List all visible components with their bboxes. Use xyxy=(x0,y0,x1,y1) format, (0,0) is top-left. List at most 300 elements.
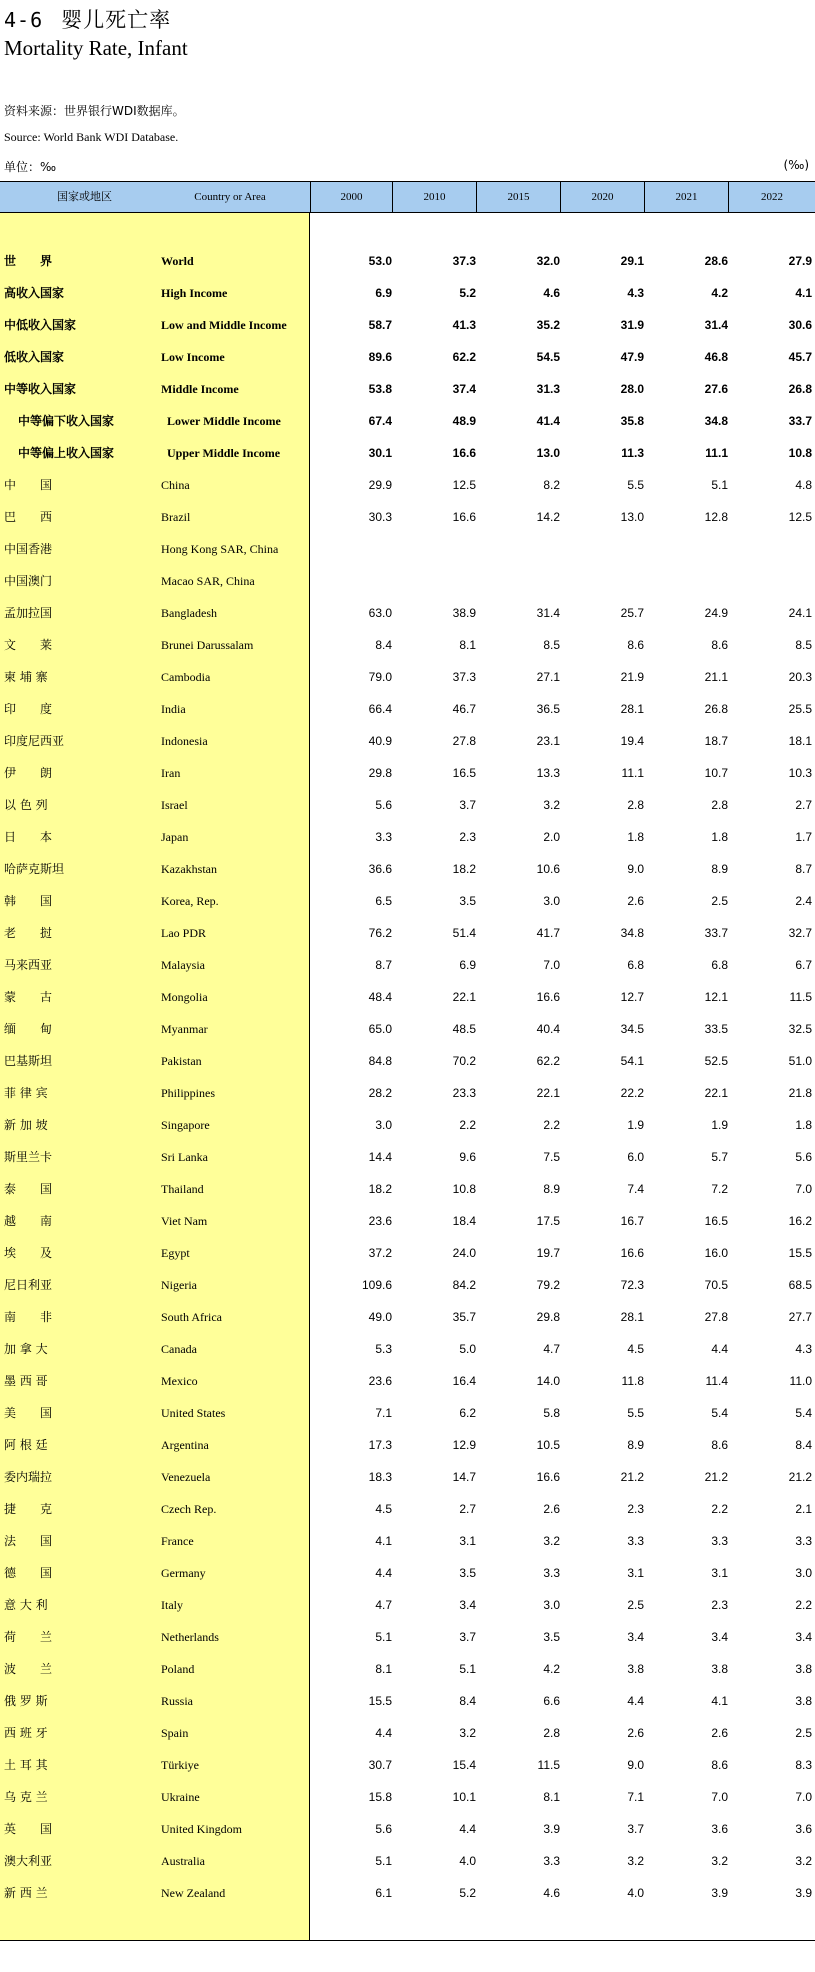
value-cell: 27.8 xyxy=(452,734,476,748)
table-row xyxy=(0,757,815,789)
table-row xyxy=(0,1365,815,1397)
country-name-cn: 尼日利亚 xyxy=(4,1278,53,1292)
value-cell: 66.4 xyxy=(368,702,392,716)
table-row xyxy=(0,1589,815,1621)
table-row xyxy=(0,1813,815,1845)
table-row xyxy=(0,789,815,821)
country-name-en: Upper Middle Income xyxy=(167,446,281,460)
value-cell: 5.2 xyxy=(459,1886,476,1900)
value-cell: 11.5 xyxy=(789,990,812,1004)
country-name-cn: 新 西 兰 xyxy=(4,1886,48,1900)
unit-label-right: (‰) xyxy=(783,158,809,172)
value-cell: 5.6 xyxy=(375,1822,392,1836)
country-name-cn: 乌 克 兰 xyxy=(4,1790,48,1804)
value-cell: 33.7 xyxy=(788,414,812,428)
value-cell: 4.2 xyxy=(711,286,728,300)
value-cell: 36.6 xyxy=(368,862,392,876)
value-cell: 8.6 xyxy=(627,638,644,652)
country-name-en: Hong Kong SAR, China xyxy=(161,542,279,556)
value-cell: 33.7 xyxy=(704,926,728,940)
value-cell: 8.7 xyxy=(375,958,392,972)
country-name-en: Viet Nam xyxy=(161,1214,208,1228)
country-name-en: Mexico xyxy=(161,1374,198,1388)
value-cell: 34.8 xyxy=(704,414,728,428)
country-name-en: Israel xyxy=(161,798,188,812)
value-cell: 16.4 xyxy=(452,1374,476,1388)
value-cell: 33.5 xyxy=(704,1022,728,1036)
value-cell: 49.0 xyxy=(368,1310,392,1324)
value-cell: 8.3 xyxy=(795,1758,812,1772)
country-name-cn: 新 加 坡 xyxy=(4,1118,48,1132)
value-cell: 16.5 xyxy=(704,1214,728,1228)
value-cell: 2.2 xyxy=(711,1502,728,1516)
country-name-cn: 澳大利亚 xyxy=(4,1854,53,1868)
data-table xyxy=(0,181,815,213)
value-cell: 10.1 xyxy=(452,1790,476,1804)
value-cell: 35.7 xyxy=(452,1310,476,1324)
value-cell: 3.7 xyxy=(627,1822,644,1836)
value-cell: 24.9 xyxy=(704,606,728,620)
country-name-cn: 印度尼西亚 xyxy=(4,734,65,748)
value-cell: 5.1 xyxy=(375,1630,392,1644)
value-cell: 12.5 xyxy=(452,478,476,492)
value-cell: 54.5 xyxy=(536,350,560,364)
country-name-en: United States xyxy=(161,1406,226,1420)
source-cn: 资料来源：世界银行WDI数据库。 xyxy=(4,104,185,118)
table-row xyxy=(0,1461,815,1493)
value-cell: 20.3 xyxy=(788,670,812,684)
country-name-en: Bangladesh xyxy=(161,606,217,620)
value-cell: 18.4 xyxy=(452,1214,476,1228)
country-name-cn: 孟加拉国 xyxy=(4,606,53,620)
country-name-en: Pakistan xyxy=(161,1054,202,1068)
value-cell: 40.9 xyxy=(368,734,392,748)
value-cell: 4.5 xyxy=(627,1342,644,1356)
value-cell: 11.1 xyxy=(621,766,644,780)
country-name-en: Indonesia xyxy=(161,734,208,748)
country-name-en: High Income xyxy=(161,286,228,300)
country-name-cn: 巴基斯坦 xyxy=(4,1054,53,1068)
value-cell: 4.6 xyxy=(543,286,560,300)
value-cell: 29.8 xyxy=(368,766,392,780)
value-cell: 4.6 xyxy=(543,1886,560,1900)
value-cell: 3.4 xyxy=(459,1598,476,1612)
value-cell: 79.0 xyxy=(368,670,392,684)
source-en: Source: World Bank WDI Database. xyxy=(4,130,179,144)
value-cell: 6.8 xyxy=(627,958,644,972)
value-cell: 22.1 xyxy=(704,1086,728,1100)
value-cell: 9.6 xyxy=(459,1150,476,1164)
value-cell: 27.8 xyxy=(704,1310,728,1324)
country-name-en: Russia xyxy=(161,1694,194,1708)
country-name-cn: 低收入国家 xyxy=(4,350,65,364)
country-name-cn: 加 拿 大 xyxy=(4,1342,48,1356)
value-cell: 13.0 xyxy=(620,510,644,524)
value-cell: 45.7 xyxy=(788,350,812,364)
value-cell: 5.0 xyxy=(459,1342,476,1356)
value-cell: 51.0 xyxy=(788,1054,812,1068)
country-name-cn: 蒙 古 xyxy=(4,990,53,1004)
value-cell: 2.6 xyxy=(543,1502,560,1516)
value-cell: 41.4 xyxy=(536,414,560,428)
country-name-en: Türkiye xyxy=(161,1758,199,1772)
value-cell: 32.0 xyxy=(536,254,560,268)
value-cell: 3.8 xyxy=(795,1694,812,1708)
country-name-cn: 中国香港 xyxy=(4,542,53,556)
header-year: 2020 xyxy=(560,182,644,212)
table-row xyxy=(0,245,815,277)
country-name-en: Italy xyxy=(161,1598,183,1612)
value-cell: 4.1 xyxy=(375,1534,392,1548)
value-cell: 3.1 xyxy=(627,1566,644,1580)
value-cell: 3.3 xyxy=(543,1566,560,1580)
value-cell: 3.3 xyxy=(795,1534,812,1548)
country-name-cn: 巴 西 xyxy=(4,510,53,524)
value-cell: 3.7 xyxy=(459,1630,476,1644)
value-cell: 4.4 xyxy=(375,1726,392,1740)
value-cell: 36.5 xyxy=(536,702,560,716)
value-cell: 8.9 xyxy=(711,862,728,876)
value-cell: 3.5 xyxy=(459,894,476,908)
value-cell: 76.2 xyxy=(368,926,392,940)
table-row xyxy=(0,1845,815,1877)
value-cell: 6.8 xyxy=(711,958,728,972)
value-cell: 4.2 xyxy=(543,1662,560,1676)
table-row xyxy=(0,1429,815,1461)
value-cell: 31.9 xyxy=(620,318,644,332)
table-row xyxy=(0,341,815,373)
value-cell: 5.8 xyxy=(543,1406,560,1420)
value-cell: 7.0 xyxy=(795,1182,812,1196)
value-cell: 22.1 xyxy=(536,1086,560,1100)
value-cell: 3.9 xyxy=(795,1886,812,1900)
country-name-en: India xyxy=(161,702,186,716)
value-cell: 10.7 xyxy=(704,766,728,780)
value-cell: 18.3 xyxy=(368,1470,392,1484)
value-cell: 1.8 xyxy=(711,830,728,844)
country-name-cn: 中低收入国家 xyxy=(4,318,77,332)
value-cell: 28.1 xyxy=(620,1310,644,1324)
value-cell: 19.4 xyxy=(620,734,644,748)
value-cell: 3.2 xyxy=(543,798,560,812)
country-name-en: World xyxy=(161,254,194,268)
country-name-en: Netherlands xyxy=(161,1630,219,1644)
value-cell: 30.1 xyxy=(368,446,392,460)
value-cell: 4.4 xyxy=(711,1342,728,1356)
table-row xyxy=(0,725,815,757)
country-name-cn: 文 莱 xyxy=(4,638,53,652)
country-name-en: Low and Middle Income xyxy=(161,318,287,332)
value-cell: 2.3 xyxy=(711,1598,728,1612)
value-cell: 3.6 xyxy=(711,1822,728,1836)
value-cell: 109.6 xyxy=(361,1278,392,1292)
header-country-en: Country or Area xyxy=(194,191,266,203)
value-cell: 37.3 xyxy=(452,254,476,268)
value-cell: 4.0 xyxy=(627,1886,644,1900)
table-row xyxy=(0,277,815,309)
country-name-cn: 中等收入国家 xyxy=(4,382,77,396)
value-cell: 7.0 xyxy=(711,1790,728,1804)
value-cell: 8.6 xyxy=(711,1758,728,1772)
table-row xyxy=(0,1045,815,1077)
value-cell: 3.5 xyxy=(459,1566,476,1580)
value-cell: 41.7 xyxy=(536,926,560,940)
value-cell: 14.2 xyxy=(536,510,560,524)
value-cell: 2.7 xyxy=(459,1502,476,1516)
value-cell: 28.0 xyxy=(620,382,644,396)
value-cell: 7.0 xyxy=(543,958,560,972)
value-cell: 17.3 xyxy=(368,1438,392,1452)
value-cell: 2.0 xyxy=(543,830,560,844)
value-cell: 79.2 xyxy=(536,1278,560,1292)
value-cell: 35.2 xyxy=(536,318,560,332)
value-cell: 16.6 xyxy=(536,990,560,1004)
value-cell: 17.5 xyxy=(536,1214,560,1228)
value-cell: 16.5 xyxy=(452,766,476,780)
value-cell: 14.4 xyxy=(368,1150,392,1164)
value-cell: 5.1 xyxy=(375,1854,392,1868)
value-cell: 5.7 xyxy=(711,1150,728,1164)
value-cell: 10.8 xyxy=(788,446,812,460)
country-name-en: New Zealand xyxy=(161,1886,226,1900)
country-name-en: Venezuela xyxy=(161,1470,211,1484)
value-cell: 2.3 xyxy=(459,830,476,844)
country-name-en: Mongolia xyxy=(161,990,208,1004)
value-cell: 11.1 xyxy=(705,446,728,460)
country-name-en: Korea, Rep. xyxy=(161,894,219,908)
value-cell: 8.2 xyxy=(543,478,560,492)
value-cell: 12.5 xyxy=(788,510,812,524)
value-cell: 54.1 xyxy=(620,1054,644,1068)
value-cell: 84.8 xyxy=(368,1054,392,1068)
country-name-en: Spain xyxy=(161,1726,189,1740)
value-cell: 2.2 xyxy=(459,1118,476,1132)
value-cell: 51.4 xyxy=(452,926,476,940)
value-cell: 3.0 xyxy=(795,1566,812,1580)
value-cell: 37.4 xyxy=(452,382,476,396)
value-cell: 38.9 xyxy=(452,606,476,620)
value-cell: 22.1 xyxy=(452,990,476,1004)
country-name-en: China xyxy=(161,478,190,492)
value-cell: 27.9 xyxy=(788,254,812,268)
value-cell: 6.9 xyxy=(375,286,392,300)
value-cell: 46.8 xyxy=(704,350,728,364)
value-cell: 11.8 xyxy=(621,1374,644,1388)
country-name-en: Czech Rep. xyxy=(161,1502,217,1516)
table-row xyxy=(0,565,815,597)
country-name-en: Nigeria xyxy=(161,1278,197,1292)
country-name-en: Lao PDR xyxy=(161,926,206,940)
value-cell: 3.2 xyxy=(711,1854,728,1868)
value-cell: 5.5 xyxy=(627,478,644,492)
value-cell: 67.4 xyxy=(368,414,392,428)
table-row xyxy=(0,1781,815,1813)
value-cell: 2.3 xyxy=(627,1502,644,1516)
table-row xyxy=(0,1269,815,1301)
title-en: Mortality Rate, Infant xyxy=(4,36,188,60)
value-cell: 31.4 xyxy=(536,606,560,620)
country-name-en: Philippines xyxy=(161,1086,216,1100)
value-cell: 3.6 xyxy=(795,1822,812,1836)
value-cell: 9.0 xyxy=(627,862,644,876)
value-cell: 53.8 xyxy=(368,382,392,396)
table-row xyxy=(0,1397,815,1429)
country-name-cn: 委内瑞拉 xyxy=(4,1470,53,1484)
country-name-en: Argentina xyxy=(161,1438,209,1452)
value-cell: 2.5 xyxy=(627,1598,644,1612)
value-cell: 18.2 xyxy=(452,862,476,876)
value-cell: 11.3 xyxy=(621,446,644,460)
value-cell: 6.6 xyxy=(543,1694,560,1708)
value-cell: 37.2 xyxy=(368,1246,392,1260)
country-name-cn: 伊 朗 xyxy=(4,766,53,780)
value-cell: 4.4 xyxy=(459,1822,476,1836)
country-name-en: Malaysia xyxy=(161,958,205,972)
value-cell: 8.4 xyxy=(795,1438,812,1452)
value-cell: 53.0 xyxy=(368,254,392,268)
value-cell: 4.7 xyxy=(375,1598,392,1612)
value-cell: 8.1 xyxy=(543,1790,560,1804)
country-name-en: Thailand xyxy=(161,1182,204,1196)
value-cell: 11.4 xyxy=(705,1374,728,1388)
country-name-cn: 俄 罗 斯 xyxy=(4,1694,48,1708)
country-name-en: Canada xyxy=(161,1342,197,1356)
table-row xyxy=(0,949,815,981)
table-row xyxy=(0,1141,815,1173)
country-name-cn: 缅 甸 xyxy=(4,1022,53,1036)
value-cell: 7.1 xyxy=(375,1406,392,1420)
country-name-en: Brazil xyxy=(161,510,191,524)
value-cell: 4.1 xyxy=(711,1694,728,1708)
value-cell: 7.4 xyxy=(627,1182,644,1196)
value-cell: 4.8 xyxy=(795,478,812,492)
country-name-cn: 哈萨克斯坦 xyxy=(4,862,65,876)
value-cell: 1.9 xyxy=(627,1118,644,1132)
value-cell: 8.5 xyxy=(795,638,812,652)
country-name-en: Middle Income xyxy=(161,382,239,396)
table-header xyxy=(0,181,815,213)
value-cell: 34.8 xyxy=(620,926,644,940)
value-cell: 2.2 xyxy=(795,1598,812,1612)
value-cell: 2.4 xyxy=(795,894,812,908)
table-row xyxy=(0,693,815,725)
value-cell: 3.0 xyxy=(375,1118,392,1132)
value-cell: 1.9 xyxy=(711,1118,728,1132)
unit-label: 单位：‰ xyxy=(4,160,57,174)
value-cell: 2.6 xyxy=(711,1726,728,1740)
table-row xyxy=(0,981,815,1013)
value-cell: 18.7 xyxy=(704,734,728,748)
value-cell: 3.0 xyxy=(543,1598,560,1612)
value-cell: 12.1 xyxy=(704,990,728,1004)
value-cell: 37.3 xyxy=(452,670,476,684)
value-cell: 11.5 xyxy=(537,1758,560,1772)
value-cell: 5.1 xyxy=(711,478,728,492)
country-name-en: Germany xyxy=(161,1566,206,1580)
value-cell: 12.7 xyxy=(620,990,644,1004)
table-row xyxy=(0,501,815,533)
value-cell: 21.9 xyxy=(620,670,644,684)
country-name-cn: 阿 根 廷 xyxy=(4,1438,48,1452)
country-name-cn: 波 兰 xyxy=(4,1662,53,1676)
table-row xyxy=(0,917,815,949)
value-cell: 29.1 xyxy=(620,254,644,268)
value-cell: 2.8 xyxy=(711,798,728,812)
value-cell: 70.5 xyxy=(704,1278,728,1292)
value-cell: 46.7 xyxy=(452,702,476,716)
table-row xyxy=(0,1685,815,1717)
table-row xyxy=(0,1333,815,1365)
country-name-cn: 中等偏下收入国家 xyxy=(18,414,115,428)
country-name-en: Iran xyxy=(161,766,181,780)
value-cell: 7.5 xyxy=(543,1150,560,1164)
value-cell: 8.9 xyxy=(627,1438,644,1452)
value-cell: 3.1 xyxy=(711,1566,728,1580)
country-name-en: Poland xyxy=(161,1662,195,1676)
value-cell: 13.0 xyxy=(536,446,560,460)
table-row xyxy=(0,853,815,885)
country-name-en: South Africa xyxy=(161,1310,222,1324)
value-cell: 5.5 xyxy=(627,1406,644,1420)
value-cell: 3.2 xyxy=(795,1854,812,1868)
value-cell: 10.6 xyxy=(536,862,560,876)
table-row xyxy=(0,309,815,341)
country-name-cn: 中等偏上收入国家 xyxy=(18,446,115,460)
country-name-cn: 斯里兰卡 xyxy=(4,1150,53,1164)
country-name-cn: 南 非 xyxy=(4,1310,53,1324)
table-row xyxy=(0,373,815,405)
table-row xyxy=(0,1077,815,1109)
country-name-cn: 泰 国 xyxy=(4,1182,53,1196)
value-cell: 8.6 xyxy=(711,638,728,652)
value-cell: 3.2 xyxy=(543,1534,560,1548)
value-cell: 8.5 xyxy=(543,638,560,652)
country-name-cn: 韩 国 xyxy=(4,894,53,908)
value-cell: 2.6 xyxy=(627,1726,644,1740)
table-row xyxy=(0,1493,815,1525)
value-cell: 22.2 xyxy=(620,1086,644,1100)
table-row xyxy=(0,1205,815,1237)
value-cell: 13.3 xyxy=(536,766,560,780)
value-cell: 6.0 xyxy=(627,1150,644,1164)
table-row xyxy=(0,1525,815,1557)
country-name-en: Macao SAR, China xyxy=(161,574,255,588)
value-cell: 34.5 xyxy=(620,1022,644,1036)
country-name-en: Brunei Darussalam xyxy=(161,638,254,652)
header-year: 2000 xyxy=(310,182,392,212)
value-cell: 11.0 xyxy=(789,1374,812,1388)
value-cell: 21.2 xyxy=(620,1470,644,1484)
value-cell: 35.8 xyxy=(620,414,644,428)
value-cell: 32.5 xyxy=(788,1022,812,1036)
table-row xyxy=(0,1301,815,1333)
value-cell: 3.8 xyxy=(711,1662,728,1676)
table-row xyxy=(0,661,815,693)
value-cell: 10.8 xyxy=(452,1182,476,1196)
value-cell: 3.1 xyxy=(459,1534,476,1548)
value-cell: 40.4 xyxy=(536,1022,560,1036)
country-name-cn: 西 班 牙 xyxy=(4,1726,48,1740)
table-row xyxy=(0,469,815,501)
value-cell: 23.3 xyxy=(452,1086,476,1100)
value-cell: 21.2 xyxy=(788,1470,812,1484)
value-cell: 5.3 xyxy=(375,1342,392,1356)
value-cell: 12.8 xyxy=(704,510,728,524)
value-cell: 16.2 xyxy=(788,1214,812,1228)
value-cell: 28.6 xyxy=(704,254,728,268)
country-name-cn: 土 耳 其 xyxy=(4,1758,48,1772)
value-cell: 16.6 xyxy=(536,1470,560,1484)
